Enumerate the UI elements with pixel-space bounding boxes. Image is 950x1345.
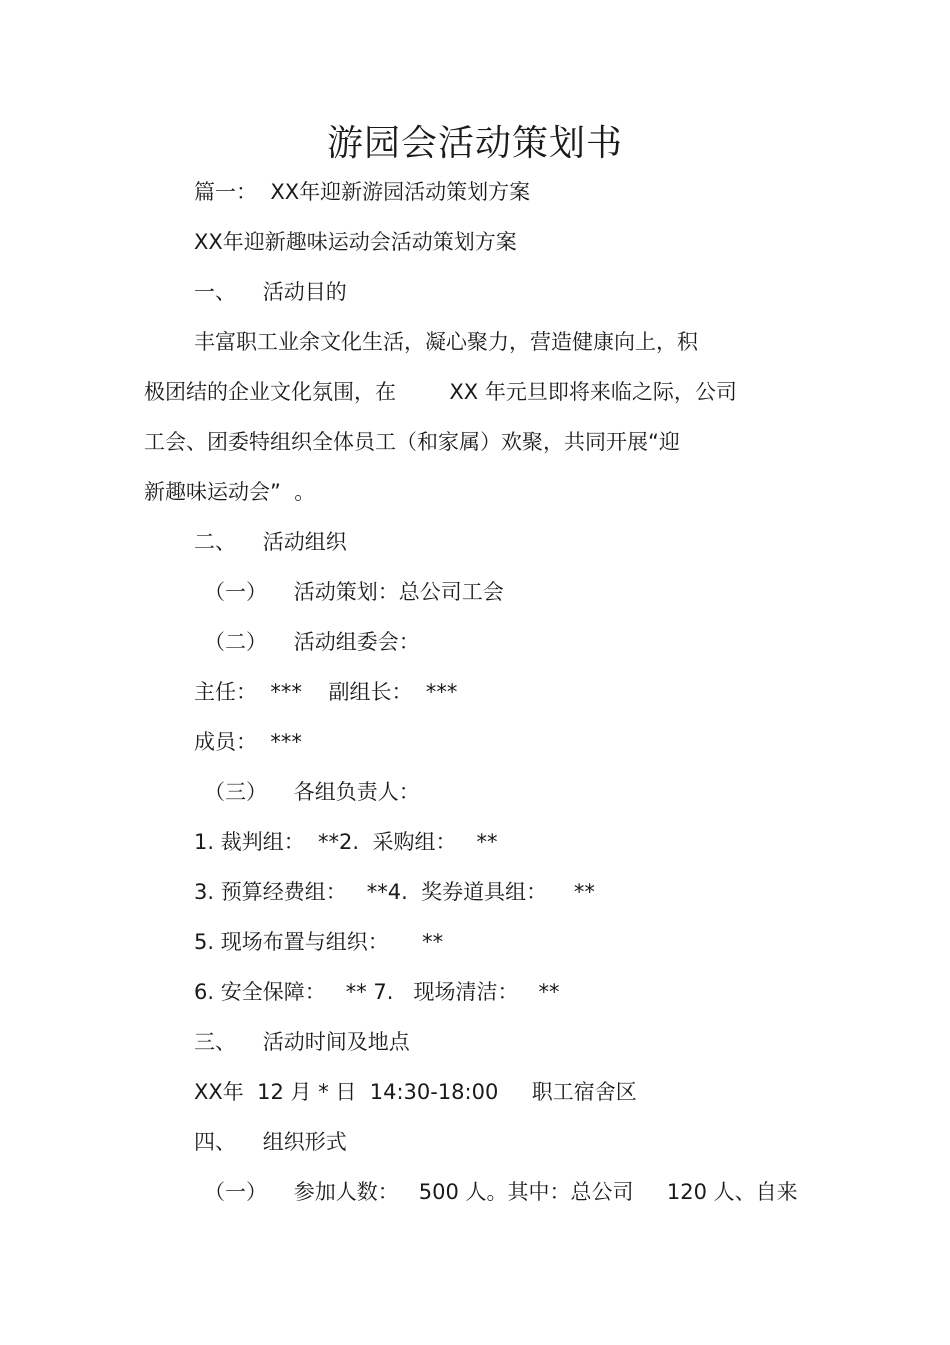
- text-line: 篇一： XX年迎新游园活动策划方案: [194, 180, 531, 204]
- document-title: 游园会活动策划书: [326, 123, 623, 164]
- text-line: XX年 12 月 * 日 14:30-18:00 职工宿舍区: [194, 1080, 637, 1104]
- subsection-line: （一） 活动策划：总公司工会: [204, 580, 504, 604]
- list-item: 3. 预算经费组： **4. 奖券道具组： **: [194, 880, 595, 904]
- paragraph-line: 丰富职工业余文化生活，凝心聚力，营造健康向上，积: [194, 330, 698, 354]
- section-heading: 二、 活动组织: [194, 530, 347, 554]
- subsection-line: （一） 参加人数： 500 人。其中：总公司 120 人、自来: [204, 1180, 798, 1204]
- list-item: 5. 现场布置与组织： **: [194, 930, 444, 954]
- paragraph-line: 极团结的企业文化氛围，在 XX 年元旦即将来临之际，公司: [144, 380, 737, 404]
- subsection-line: （三） 各组负责人：: [204, 780, 420, 804]
- list-item: 1. 裁判组： **2. 采购组： **: [194, 830, 498, 854]
- list-item: 6. 安全保障： ** 7. 现场清洁： **: [194, 980, 560, 1004]
- section-heading: 三、 活动时间及地点: [194, 1030, 410, 1054]
- text-line: 主任： *** 副组长： ***: [194, 680, 458, 704]
- text-line: 成员： ***: [194, 730, 302, 754]
- subsection-line: （二） 活动组委会：: [204, 630, 420, 654]
- paragraph-line: 工会、团委特组织全体员工（和家属）欢聚，共同开展“迎: [144, 430, 680, 454]
- paragraph-line: 新趣味运动会” 。: [144, 480, 316, 504]
- text-line: XX年迎新趣味运动会活动策划方案: [194, 230, 517, 254]
- section-heading: 四、 组织形式: [194, 1130, 347, 1154]
- section-heading: 一、 活动目的: [194, 280, 347, 304]
